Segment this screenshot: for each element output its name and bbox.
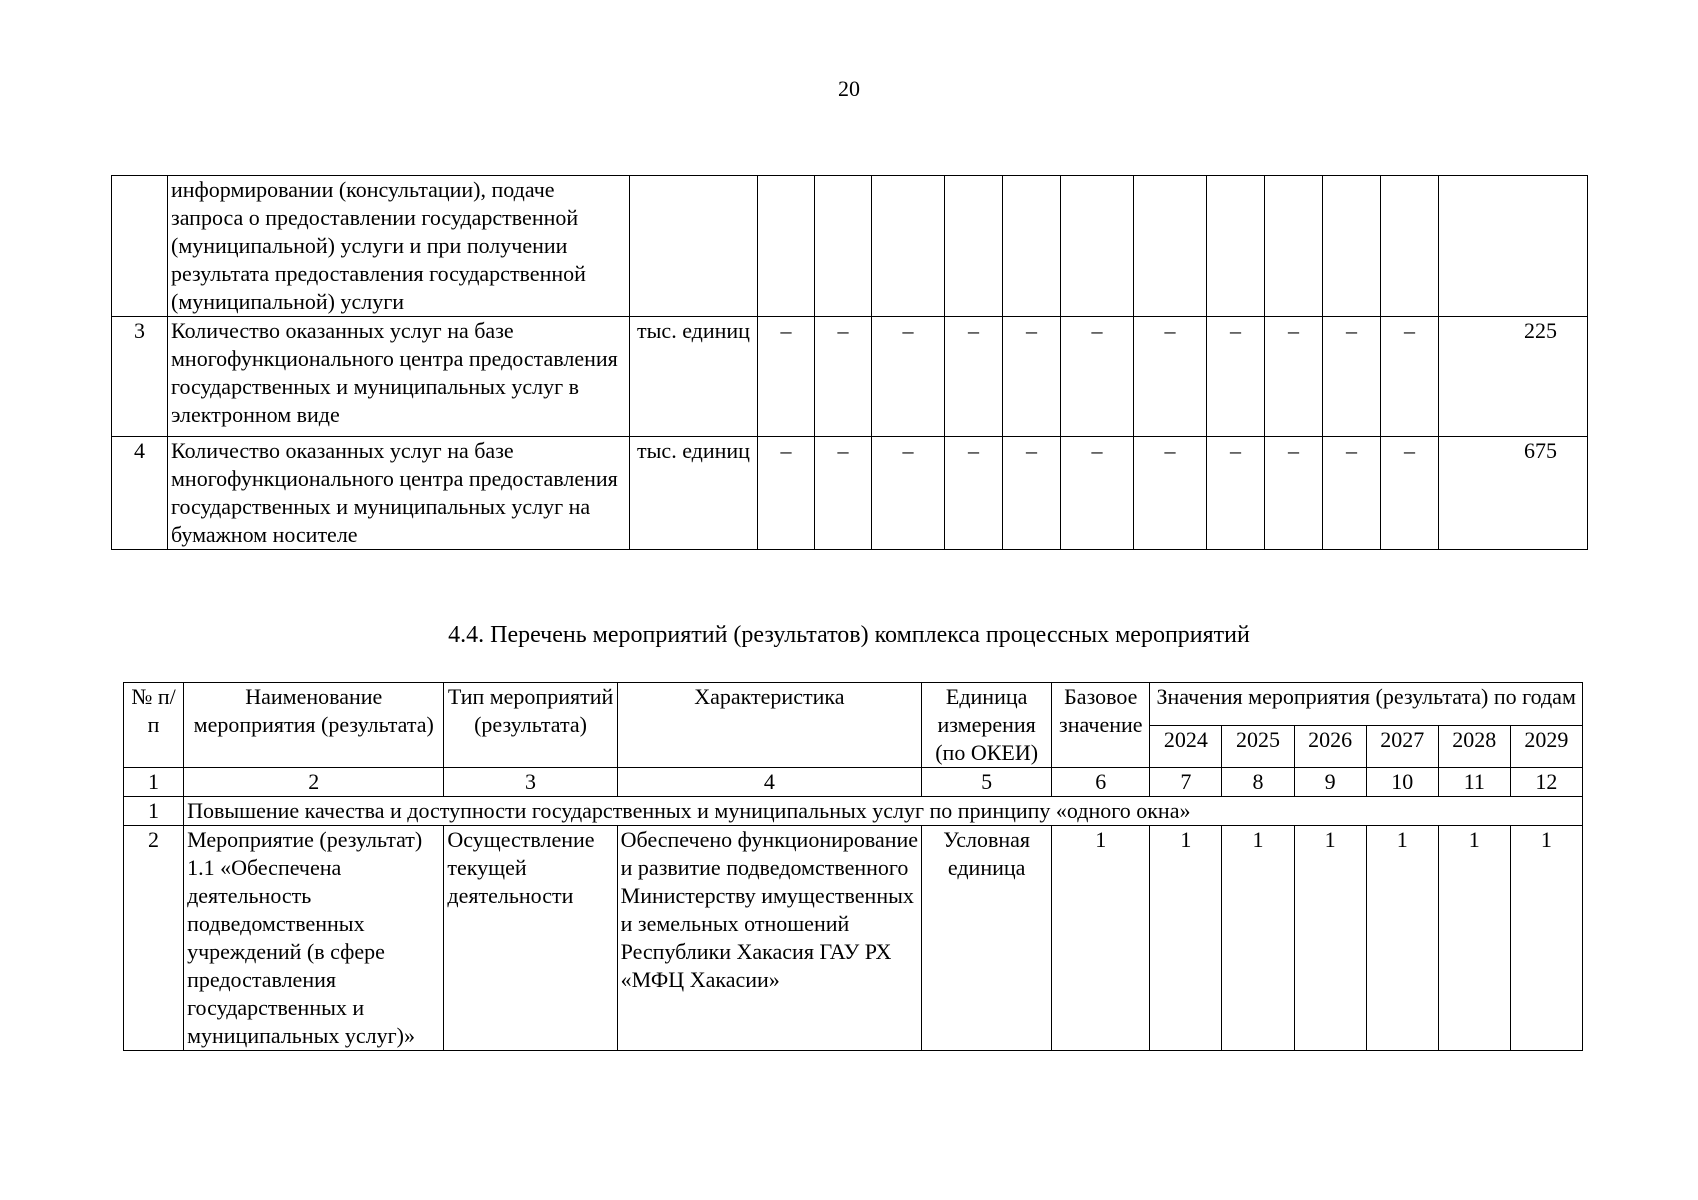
indicator-name-continued: информировании (консультации), подаче запроса о предоставлении государственной (муниципальной) услуги и при получении результата предоставления государственной (муниципальной) услуги xyxy=(168,176,630,317)
dash-cell: – xyxy=(1265,437,1323,550)
row-number: 2 xyxy=(124,826,184,1051)
dash-cell: – xyxy=(872,437,945,550)
column-number: 3 xyxy=(444,768,617,797)
table-row xyxy=(112,176,1588,317)
indicators-table xyxy=(111,175,1588,550)
indicator-name: Количество оказанных услуг на базе многофункционального центра предоставления государственных и муниципальных услуг в электронном виде xyxy=(168,317,630,437)
dash-cell: – xyxy=(1207,437,1265,550)
unit: тыс. единиц xyxy=(630,317,758,437)
year-value: 1 xyxy=(1222,826,1294,1051)
target-value: 675 xyxy=(1439,437,1588,550)
column-number: 10 xyxy=(1366,768,1438,797)
year-value: 1 xyxy=(1366,826,1438,1051)
header-row xyxy=(124,683,1583,726)
column-number: 8 xyxy=(1222,768,1294,797)
dash-cell: – xyxy=(1381,317,1439,437)
column-number: 4 xyxy=(617,768,921,797)
measures-table xyxy=(123,682,1583,1051)
group-row xyxy=(124,797,1583,826)
column-number: 1 xyxy=(124,768,184,797)
dash-cell: – xyxy=(1003,437,1061,550)
measure-unit: Условная единица xyxy=(922,826,1052,1051)
header-year: 2025 xyxy=(1222,725,1294,768)
unit: тыс. единиц xyxy=(630,437,758,550)
section-title: 4.4. Перечень мероприятий (результатов) комплекса процессных мероприятий xyxy=(448,622,1250,648)
header-characteristic: Характеристика xyxy=(617,683,921,768)
header-unit: Единица измерения (по ОКЕИ) xyxy=(922,683,1052,768)
row-number: 1 xyxy=(124,797,184,826)
header-year: 2029 xyxy=(1510,725,1582,768)
header-num: № п/п xyxy=(124,683,184,768)
header-year: 2027 xyxy=(1366,725,1438,768)
target-value: 225 xyxy=(1439,317,1588,437)
dash-cell: – xyxy=(1381,437,1439,550)
column-numbers-row xyxy=(124,768,1583,797)
measure-base: 1 xyxy=(1052,826,1150,1051)
row-number: 3 xyxy=(112,317,168,437)
measure-name: Мероприятие (результат) 1.1 «Обеспечена деятельность подведомственных учреждений (в сфере предоставления государственных и муниципальных услуг)» xyxy=(184,826,444,1051)
column-number: 2 xyxy=(184,768,444,797)
dash-cell: – xyxy=(1265,317,1323,437)
table-row xyxy=(112,437,1588,550)
dash-cell: – xyxy=(758,317,815,437)
table-row xyxy=(112,317,1588,437)
column-number: 11 xyxy=(1438,768,1510,797)
header-year: 2028 xyxy=(1438,725,1510,768)
dash-cell: – xyxy=(945,437,1003,550)
group-title: Повышение качества и доступности государственных и муниципальных услуг по принципу «одного окна» xyxy=(184,797,1583,826)
header-base: Базовое значение xyxy=(1052,683,1150,768)
year-value: 1 xyxy=(1438,826,1510,1051)
dash-cell: – xyxy=(1323,437,1381,550)
dash-cell: – xyxy=(1207,317,1265,437)
dash-cell: – xyxy=(872,317,945,437)
year-value: 1 xyxy=(1294,826,1366,1051)
dash-cell: – xyxy=(815,317,872,437)
indicator-name: Количество оказанных услуг на базе многофункционального центра предоставления государственных и муниципальных услуг на бумажном носителе xyxy=(168,437,630,550)
row-number: 4 xyxy=(112,437,168,550)
column-number: 6 xyxy=(1052,768,1150,797)
dash-cell: – xyxy=(1061,437,1134,550)
dash-cell: – xyxy=(1134,437,1207,550)
column-number: 5 xyxy=(922,768,1052,797)
column-number: 9 xyxy=(1294,768,1366,797)
dash-cell: – xyxy=(1003,317,1061,437)
dash-cell: – xyxy=(815,437,872,550)
dash-cell: – xyxy=(1323,317,1381,437)
dash-cell: – xyxy=(758,437,815,550)
page-number: 20 xyxy=(838,76,860,101)
column-number: 12 xyxy=(1510,768,1582,797)
table-row xyxy=(124,826,1583,1051)
year-value: 1 xyxy=(1510,826,1582,1051)
header-year: 2026 xyxy=(1294,725,1366,768)
header-year: 2024 xyxy=(1150,725,1222,768)
dash-cell: – xyxy=(1134,317,1207,437)
dash-cell: – xyxy=(945,317,1003,437)
measure-characteristic: Обеспечено функционирование и развитие подведомственного Министерству имущественных и земельных отношений Республики Хакасия ГАУ РХ «МФЦ Хакасии» xyxy=(617,826,921,1051)
header-type: Тип мероприятий (результата) xyxy=(444,683,617,768)
measure-type: Осуществление текущей деятельности xyxy=(444,826,617,1051)
header-values: Значения мероприятия (результата) по годам xyxy=(1150,683,1583,726)
column-number: 7 xyxy=(1150,768,1222,797)
year-value: 1 xyxy=(1150,826,1222,1051)
dash-cell: – xyxy=(1061,317,1134,437)
header-name: Наименование мероприятия (результата) xyxy=(184,683,444,768)
